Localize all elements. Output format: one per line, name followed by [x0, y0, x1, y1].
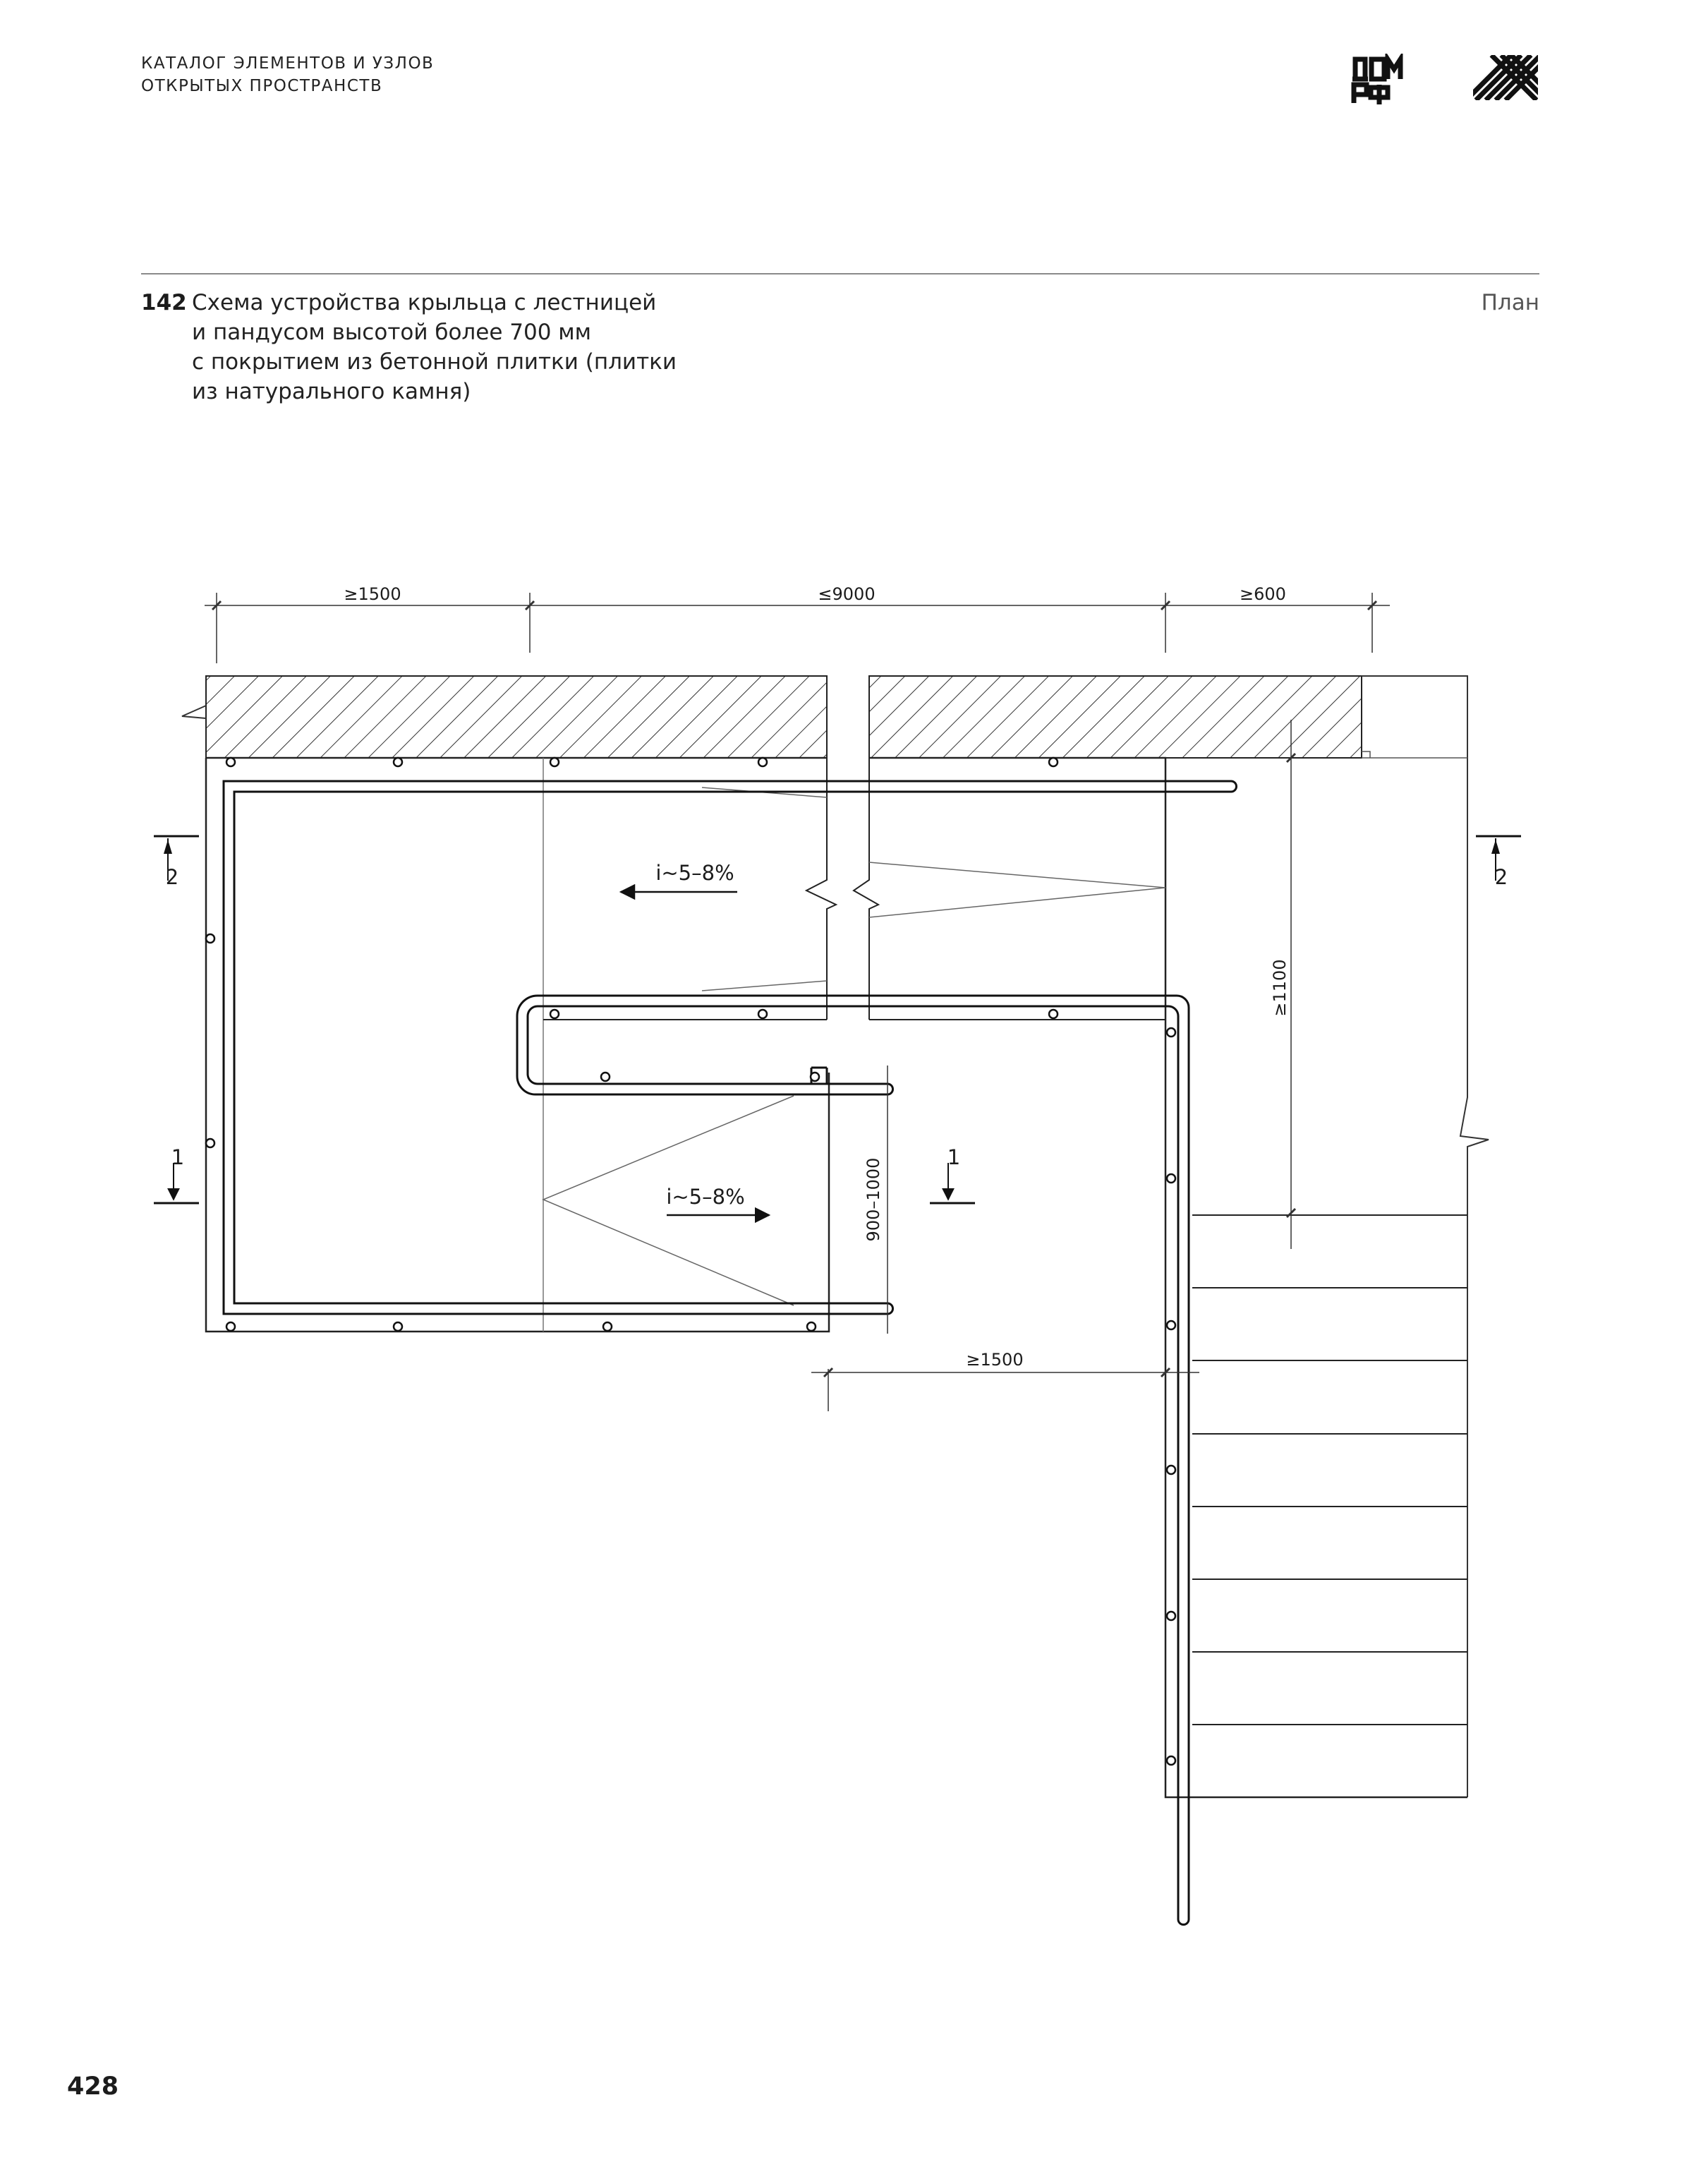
slope-label-upper: i~5–8%: [655, 861, 734, 885]
building-wall: [182, 676, 1489, 1797]
dim-ramp-width: ≥1500: [344, 584, 401, 604]
catalog-title-line-2: ОТКРЫТЫХ ПРОСТРАНСТВ: [141, 77, 383, 95]
dim-rail-spacing: 900–1000: [864, 1157, 883, 1242]
page-number: 428: [67, 2072, 119, 2101]
section-markers: [154, 836, 1521, 1203]
dim-rail-height: ≥1100: [1270, 959, 1290, 1017]
section-label-2-right: 2: [1494, 865, 1508, 889]
dim-ramp-length: ≤9000: [818, 584, 876, 604]
section-label-2-left: 2: [165, 865, 179, 889]
section-label-1-left: 1: [171, 1145, 185, 1169]
figure-title-line-1: Схема устройства крыльца с лестницей: [192, 290, 657, 315]
dim-landing: ≥1500: [966, 1350, 1024, 1370]
view-label: План: [1481, 290, 1539, 315]
slope-label-lower: i~5–8%: [666, 1185, 745, 1209]
figure-title-line-3: с покрытием из бетонной плитки (плитки: [192, 349, 677, 375]
ramp-outline: [206, 758, 1467, 1797]
dim-offset: ≥600: [1240, 584, 1286, 604]
handrail: [224, 781, 1237, 1925]
section-label-1-right: 1: [947, 1145, 961, 1169]
figure-number: 142: [141, 290, 187, 315]
slope-triangles: [543, 787, 1165, 1305]
slope-arrows: [621, 892, 769, 1215]
figure-title-line-4: из натурального камня): [192, 379, 471, 404]
figure-title-line-2: и пандусом высотой более 700 мм: [192, 320, 592, 345]
stair-treads: [1192, 1215, 1467, 1725]
catalog-title-line-1: КАТАЛОГ ЭЛЕМЕНТОВ И УЗЛОВ: [141, 54, 435, 73]
